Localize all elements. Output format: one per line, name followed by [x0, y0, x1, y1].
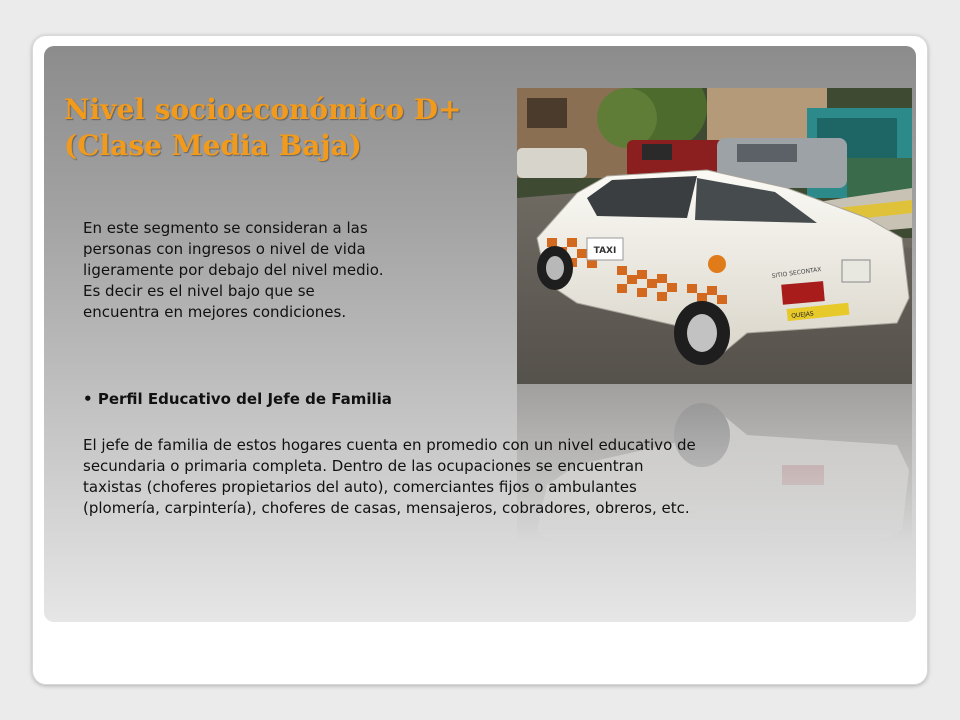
- title-line-1: Nivel socioeconómico D+: [64, 93, 462, 126]
- section-heading-text: Perfil Educativo del Jefe de Familia: [97, 390, 392, 408]
- taxi-door-label: TAXI: [593, 246, 617, 256]
- slide-title: [64, 92, 462, 164]
- taxi-quejas-text: QUEJAS: [790, 310, 815, 320]
- intro-line-5: encuentra en mejores condiciones.: [83, 303, 347, 321]
- taxi-photo: [517, 88, 912, 384]
- body-line-4: (plomería, carpintería), choferes de casas, mensajeros, cobradores, obreros, etc.: [83, 499, 690, 517]
- intro-line-3: ligeramente por debajo del nivel medio.: [83, 261, 384, 279]
- body-line-1: El jefe de familia de estos hogares cuenta en promedio con un nivel educativo de: [83, 436, 696, 454]
- intro-line-2: personas con ingresos o nivel de vida: [83, 240, 366, 258]
- section-heading: [83, 390, 392, 408]
- body-line-3: taxistas (choferes propietarios del auto), comerciantes fijos o ambulantes: [83, 478, 637, 496]
- intro-line-1: En este segmento se consideran a las: [83, 219, 368, 237]
- body-line-2: secundaria o primaria completa. Dentro de las ocupaciones se encuentran: [83, 457, 644, 475]
- intro-paragraph: [83, 218, 503, 323]
- taxi-side-text: SITIO SECONTAX: [771, 266, 822, 280]
- body-paragraph: [83, 435, 883, 519]
- intro-line-4: Es decir es el nivel bajo que se: [83, 282, 315, 300]
- bullet-marker: •: [83, 390, 93, 408]
- title-line-2: (Clase Media Baja): [64, 129, 362, 162]
